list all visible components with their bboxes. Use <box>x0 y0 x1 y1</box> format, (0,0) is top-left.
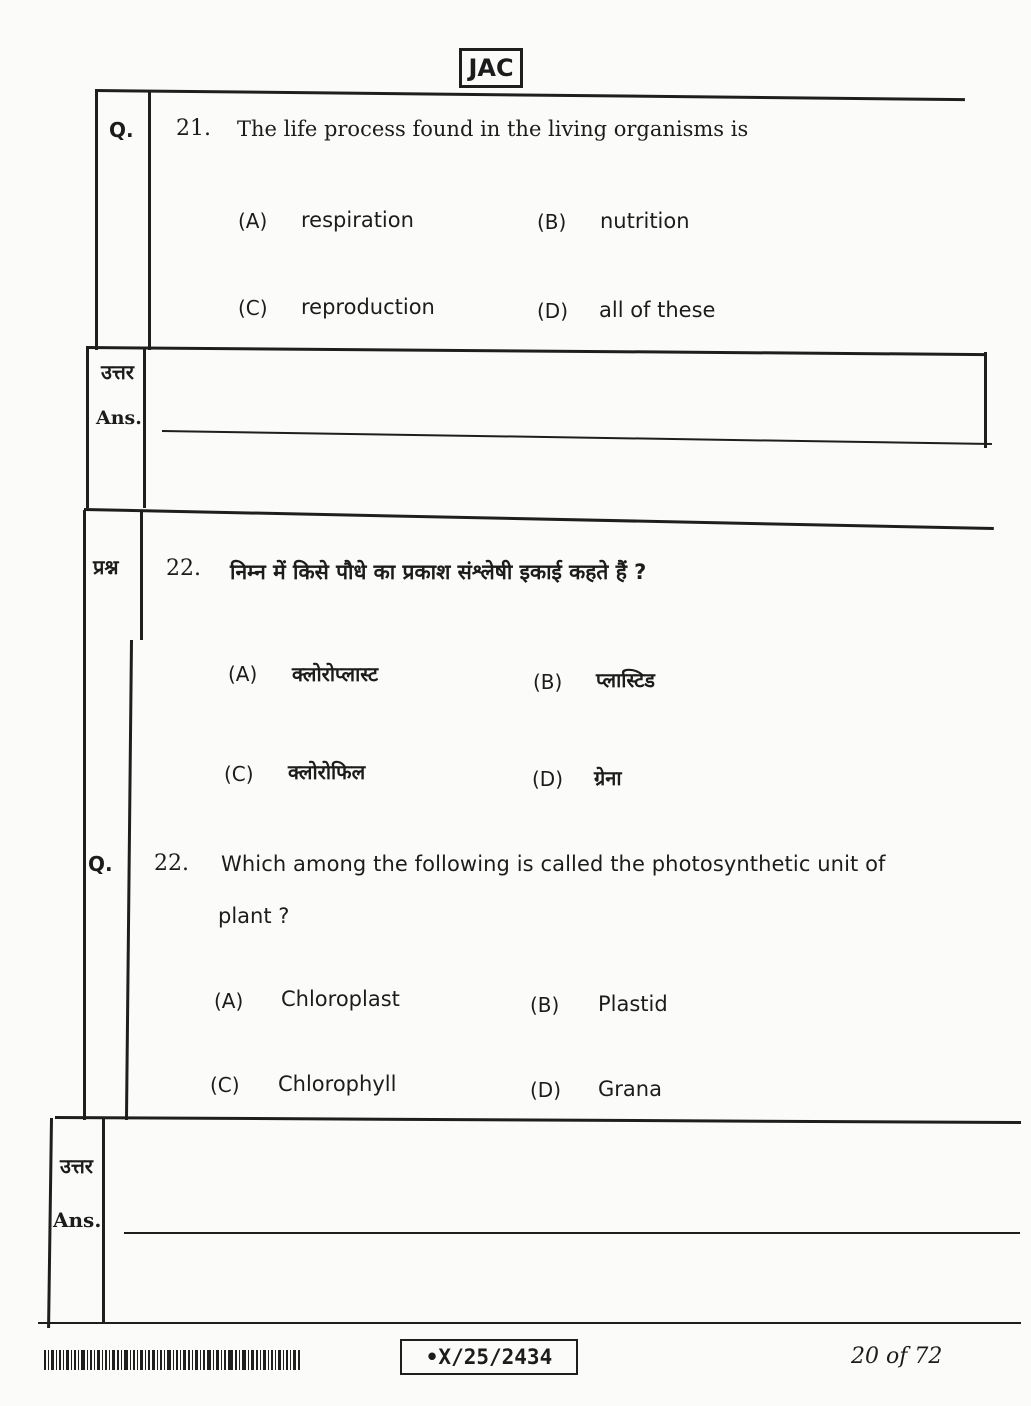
ans1-hindi-label: उत्तर <box>101 360 134 384</box>
q21-label: Q. <box>109 118 134 142</box>
q21-option-c-text: reproduction <box>301 295 435 319</box>
q22-english-option-b-text: Plastid <box>598 992 668 1016</box>
q22-english-number: 22. <box>154 851 189 876</box>
q22-hindi-option-d-label: (D) <box>532 767 564 791</box>
q21-option-a-label: (A) <box>238 209 268 233</box>
q21-option-c-label: (C) <box>238 296 268 320</box>
q22-hindi-option-a-label: (A) <box>228 662 258 686</box>
q22-english-option-c-label: (C) <box>210 1073 240 1097</box>
q22-english-option-a-label: (A) <box>214 989 244 1013</box>
barcode <box>44 1350 300 1370</box>
right-border-ans1 <box>984 352 987 448</box>
q22-english-text-line1: Which among the following is called the photosynthetic unit of <box>221 852 886 876</box>
q21-number: 21. <box>176 116 211 141</box>
q22-hindi-number: 22. <box>166 556 201 581</box>
q22-hindi-option-a-text: क्लोरोप्लास्ट <box>292 662 379 686</box>
q22-english-option-c-text: Chlorophyll <box>278 1072 397 1096</box>
ans1-bottom-rule <box>84 508 994 530</box>
q22-bottom-rule <box>55 1116 1021 1124</box>
ans2-hindi-label: उत्तर <box>60 1154 93 1178</box>
column-divider-q22 <box>140 510 143 640</box>
q22-english-option-d-text: Grana <box>598 1077 662 1101</box>
q22-english-option-d-label: (D) <box>530 1078 562 1102</box>
ans2-writing-line <box>124 1232 1020 1234</box>
q21-option-a-text: respiration <box>301 208 414 232</box>
column-divider-upper <box>148 90 151 350</box>
q22-hindi-option-b-label: (B) <box>533 670 563 694</box>
q21-bottom-rule <box>86 346 986 356</box>
left-border-q22 <box>83 510 86 1120</box>
left-border-ans1 <box>86 348 89 508</box>
q21-option-d-label: (D) <box>537 299 569 323</box>
ans2-bottom-rule <box>38 1322 1021 1324</box>
page-number: 20 of 72 <box>851 1344 943 1369</box>
q22-hindi-option-d-text: ग्रेना <box>594 766 622 790</box>
ans2-label: Ans. <box>53 1208 102 1232</box>
q21-text: The life process found in the living organisms is <box>237 117 749 141</box>
top-rule <box>95 89 965 101</box>
paper-code-footer: •X/25/2434 <box>400 1339 578 1375</box>
column-divider-q22-lower <box>125 640 133 1120</box>
q21-option-d-text: all of these <box>599 298 716 322</box>
q22-english-label: Q. <box>88 852 113 876</box>
q21-option-b-label: (B) <box>537 210 567 234</box>
q22-hindi-option-c-text: क्लोरोफिल <box>288 760 366 784</box>
left-border-upper <box>95 90 98 350</box>
ans1-label: Ans. <box>96 407 142 429</box>
ans1-writing-line <box>162 430 992 445</box>
q22-english-text-line2: plant ? <box>218 904 290 928</box>
paper-code-header: JAC <box>459 48 523 88</box>
q22-hindi-text: निम्न में किसे पौधे का प्रकाश संश्लेषी इकाई कहते हैं ? <box>230 560 647 584</box>
column-divider-ans1 <box>143 348 146 508</box>
q22-hindi-option-c-label: (C) <box>224 762 254 786</box>
q22-english-option-a-text: Chloroplast <box>281 987 400 1011</box>
q22-hindi-label: प्रश्न <box>93 555 119 579</box>
q22-english-option-b-label: (B) <box>530 993 560 1017</box>
q22-hindi-option-b-text: प्लास्टिड <box>596 668 655 692</box>
column-divider-ans2 <box>102 1118 105 1323</box>
q21-option-b-text: nutrition <box>600 209 690 233</box>
